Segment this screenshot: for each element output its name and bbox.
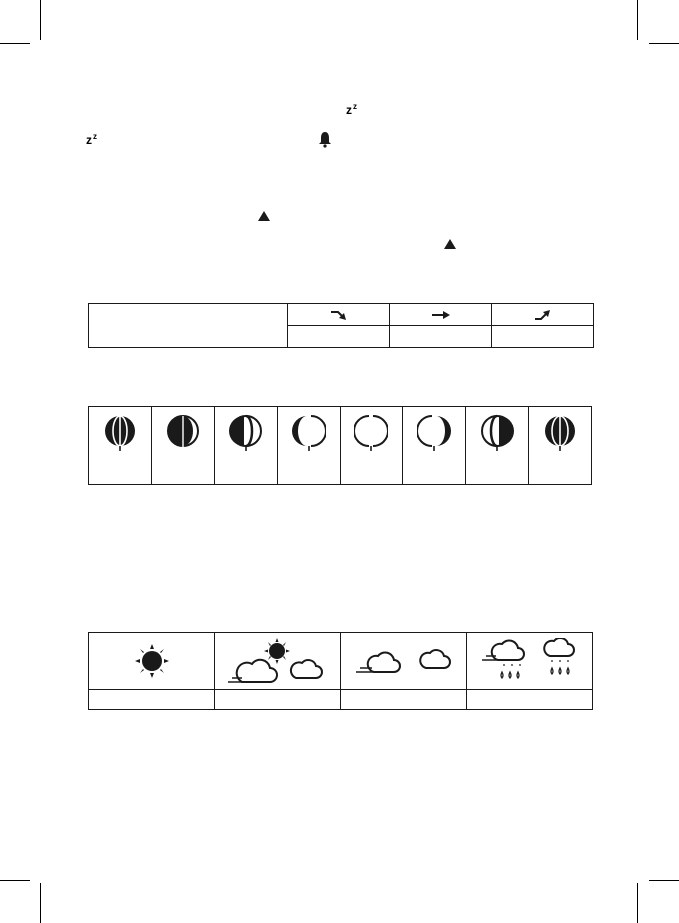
moon-cell (277, 407, 340, 485)
svg-text:z: z (346, 103, 352, 116)
weather-table (88, 632, 593, 710)
weather-cell (215, 633, 341, 690)
moon-cell (466, 407, 529, 485)
weather-label (215, 690, 341, 710)
snooze-icon (86, 132, 100, 146)
crop-mark (0, 880, 30, 881)
arrow-rising-icon (532, 308, 554, 322)
moon-cell (214, 407, 277, 485)
crop-mark (637, 0, 638, 40)
alarm-bell-icon (318, 131, 332, 148)
trend-label (492, 326, 594, 348)
moon-cell (529, 407, 592, 485)
weather-cell (341, 633, 467, 690)
svg-text:z: z (93, 132, 97, 141)
last-quarter-icon (229, 413, 263, 451)
weather-cell (89, 633, 215, 690)
moon-cell (340, 407, 403, 485)
crop-mark (649, 880, 679, 881)
rainy-icon (480, 638, 580, 684)
arrow-steady-icon (430, 308, 452, 322)
weather-label (89, 690, 215, 710)
trend-cell (288, 304, 390, 326)
waning-crescent-icon (292, 413, 326, 451)
snooze-icon (346, 102, 360, 116)
weather-cell (467, 633, 593, 690)
partly-cloudy-icon (228, 636, 328, 686)
up-triangle-icon (258, 211, 270, 221)
moon-cell (151, 407, 214, 485)
crop-mark (0, 43, 30, 44)
weather-label (467, 690, 593, 710)
up-triangle-icon (444, 239, 456, 249)
waxing-gibbous-icon (543, 413, 577, 451)
crop-mark (40, 883, 41, 923)
crop-mark (649, 43, 679, 44)
trend-row-label (89, 304, 288, 348)
moon-cell (403, 407, 466, 485)
arrow-falling-icon (328, 308, 350, 322)
sunny-icon (135, 644, 169, 678)
trend-label (288, 326, 390, 348)
first-quarter-icon (480, 413, 514, 451)
new-moon-icon (354, 413, 388, 451)
waning-gibbous-icon (166, 413, 200, 451)
cloudy-icon (354, 644, 454, 678)
svg-text:z: z (86, 133, 92, 146)
trend-cell (492, 304, 594, 326)
crop-mark (637, 883, 638, 923)
full-moon-icon (103, 413, 137, 451)
trend-label (390, 326, 492, 348)
trend-table (88, 303, 594, 348)
crop-mark (40, 0, 41, 40)
trend-cell (390, 304, 492, 326)
svg-text:z: z (353, 102, 357, 111)
moon-phase-table (88, 406, 592, 485)
weather-label (341, 690, 467, 710)
moon-cell (89, 407, 152, 485)
waxing-crescent-icon (417, 413, 451, 451)
